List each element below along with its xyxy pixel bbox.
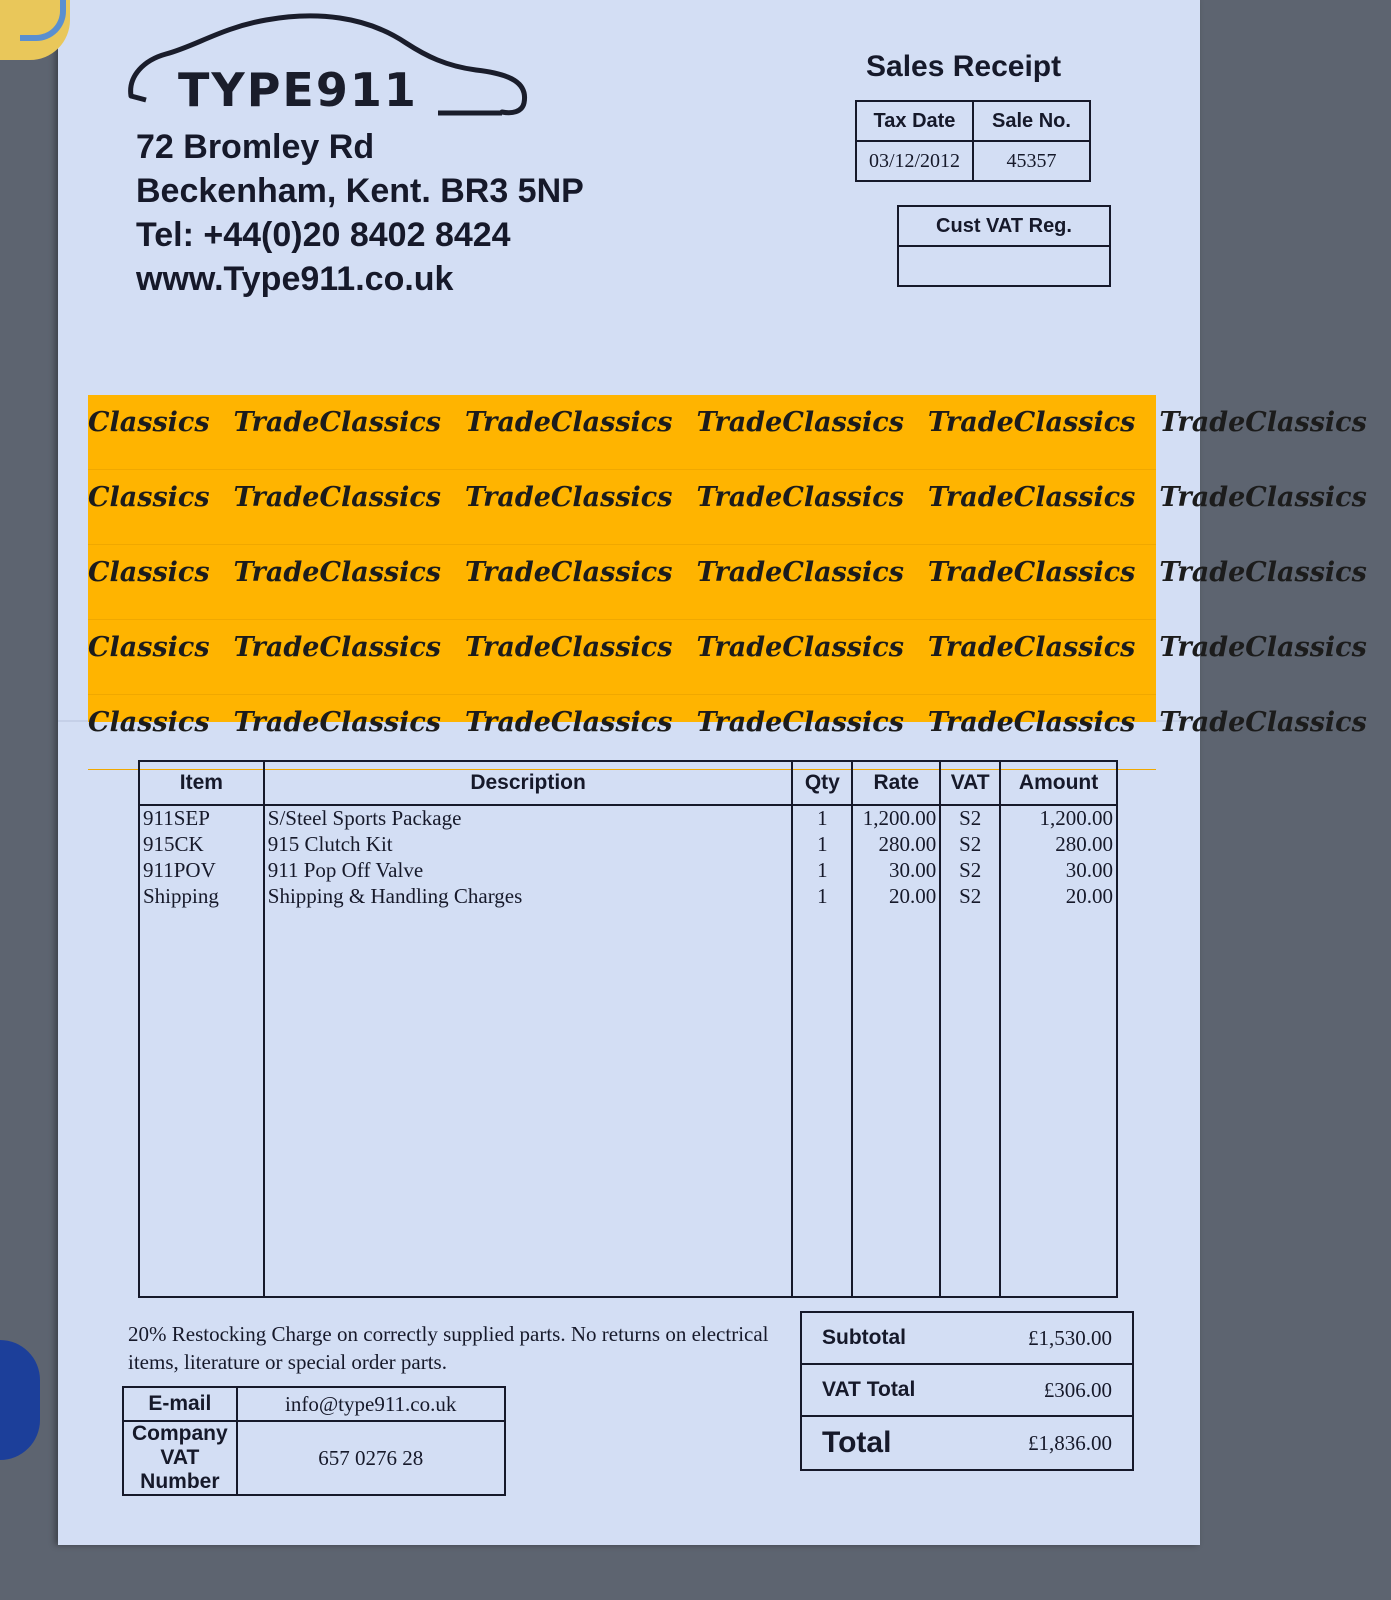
- table-row: [139, 805, 1117, 832]
- vat-total-value: £306.00: [972, 1364, 1133, 1416]
- col-header-vat: VAT: [940, 761, 1000, 805]
- col-header-amount: Amount: [1000, 761, 1117, 805]
- cell-qty: 1: [792, 884, 852, 910]
- cell-vat: S2: [940, 884, 1000, 910]
- redaction-banner: [88, 395, 1367, 738]
- banner-word: Classics: [88, 407, 210, 438]
- col-header-item: Item: [139, 761, 264, 805]
- cell-vat: S2: [940, 858, 1000, 884]
- col-header-description: Description: [264, 761, 793, 805]
- banner-word: TradeClassics: [465, 557, 673, 588]
- cell-qty: 1: [792, 832, 852, 858]
- cell-amount: 30.00: [1000, 858, 1117, 884]
- subtotal-label: Subtotal: [801, 1312, 972, 1364]
- table-filler-row: [139, 910, 1117, 1297]
- cell-amount: 280.00: [1000, 832, 1117, 858]
- banner-word: TradeClassics: [233, 482, 441, 513]
- banner-word: Classics: [88, 557, 210, 588]
- cell-qty: 1: [792, 858, 852, 884]
- cust-vat-label: Cust VAT Reg.: [898, 206, 1110, 246]
- cell-amount: 1,200.00: [1000, 805, 1117, 832]
- address-line-1: 72 Bromley Rd: [136, 128, 375, 166]
- table-row: [139, 884, 1117, 910]
- company-vat-value: 657 0276 28: [237, 1421, 505, 1495]
- tax-date-value: 03/12/2012: [856, 141, 973, 181]
- banner-word: Classics: [88, 707, 210, 738]
- banner-word: TradeClassics: [927, 407, 1136, 438]
- terms-text: 20% Restocking Charge on correctly supplied parts. No returns on electrical items, literature or special order parts.: [128, 1322, 769, 1374]
- cell-vat: S2: [940, 832, 1000, 858]
- cell-item: 915CK: [139, 832, 264, 858]
- banner-row: [88, 620, 1367, 695]
- col-header-qty: Qty: [792, 761, 852, 805]
- banner-row: [88, 395, 1367, 470]
- col-header-rate: Rate: [852, 761, 940, 805]
- cell-rate: 1,200.00: [852, 805, 940, 832]
- banner-word: Classics: [88, 632, 210, 663]
- total-value: £1,836.00: [972, 1416, 1133, 1470]
- cell-description: S/Steel Sports Package: [264, 805, 793, 832]
- banner-row: [88, 695, 1367, 770]
- contact-table: [122, 1386, 506, 1496]
- banner-word: TradeClassics: [696, 557, 904, 588]
- banner-word: TradeClassics: [233, 407, 441, 438]
- subtotal-value: £1,530.00: [972, 1312, 1133, 1364]
- banner-word: TradeClassics: [696, 632, 904, 663]
- table-row: [139, 832, 1117, 858]
- email-label: E-mail: [123, 1387, 237, 1421]
- cell-amount: 20.00: [1000, 884, 1117, 910]
- type911-logo: [126, 8, 536, 123]
- cell-description: Shipping & Handling Charges: [264, 884, 793, 910]
- banner-word: TradeClassics: [465, 707, 673, 738]
- cell-item: 911POV: [139, 858, 264, 884]
- banner-word: TradeClassics: [696, 407, 904, 438]
- banner-word: TradeClassics: [1159, 482, 1367, 513]
- banner-word: TradeClassics: [927, 632, 1136, 663]
- vat-total-label: VAT Total: [801, 1364, 972, 1416]
- banner-word: TradeClassics: [1159, 632, 1367, 663]
- cell-description: 915 Clutch Kit: [264, 832, 793, 858]
- banner-word: TradeClassics: [1159, 707, 1367, 738]
- blue-clip: [0, 1340, 40, 1460]
- banner-word: TradeClassics: [927, 707, 1136, 738]
- banner-word: Classics: [88, 482, 210, 513]
- banner-word: TradeClassics: [1159, 407, 1367, 438]
- banner-word: TradeClassics: [233, 557, 441, 588]
- items-table: [138, 760, 1118, 1298]
- cell-rate: 20.00: [852, 884, 940, 910]
- banner-word: TradeClassics: [233, 707, 441, 738]
- company-address: [136, 125, 584, 301]
- sale-no-label: Sale No.: [973, 101, 1090, 141]
- phone-number: Tel: +44(0)20 8402 8424: [136, 216, 511, 254]
- banner-word: TradeClassics: [927, 482, 1136, 513]
- banner-word: TradeClassics: [1159, 557, 1367, 588]
- cell-qty: 1: [792, 805, 852, 832]
- tax-date-label: Tax Date: [856, 101, 973, 141]
- banner-word: TradeClassics: [233, 632, 441, 663]
- company-vat-label: Company VAT Number: [123, 1421, 237, 1495]
- cell-item: 911SEP: [139, 805, 264, 832]
- receipt-title: Sales Receipt: [866, 50, 1062, 83]
- totals-box: [800, 1311, 1134, 1471]
- cell-rate: 280.00: [852, 832, 940, 858]
- table-row: [139, 858, 1117, 884]
- banner-row: [88, 470, 1367, 545]
- sale-no-value: 45357: [973, 141, 1090, 181]
- banner-word: TradeClassics: [927, 557, 1136, 588]
- total-label: Total: [801, 1416, 972, 1470]
- banner-word: TradeClassics: [465, 632, 673, 663]
- banner-word: TradeClassics: [465, 482, 673, 513]
- banner-word: TradeClassics: [696, 482, 904, 513]
- cust-vat-value: [898, 246, 1110, 286]
- banner-word: TradeClassics: [465, 407, 673, 438]
- logo-text: TYPE911: [178, 63, 418, 117]
- cust-vat-table: [897, 205, 1111, 287]
- website-link[interactable]: www.Type911.co.uk: [136, 260, 454, 298]
- cell-rate: 30.00: [852, 858, 940, 884]
- cell-description: 911 Pop Off Valve: [264, 858, 793, 884]
- email-value[interactable]: info@type911.co.uk: [237, 1387, 505, 1421]
- banner-row: [88, 545, 1367, 620]
- address-line-2: Beckenham, Kent. BR3 5NP: [136, 172, 584, 210]
- banner-word: TradeClassics: [696, 707, 904, 738]
- cell-vat: S2: [940, 805, 1000, 832]
- cell-item: Shipping: [139, 884, 264, 910]
- receipt-meta-table: [855, 100, 1091, 182]
